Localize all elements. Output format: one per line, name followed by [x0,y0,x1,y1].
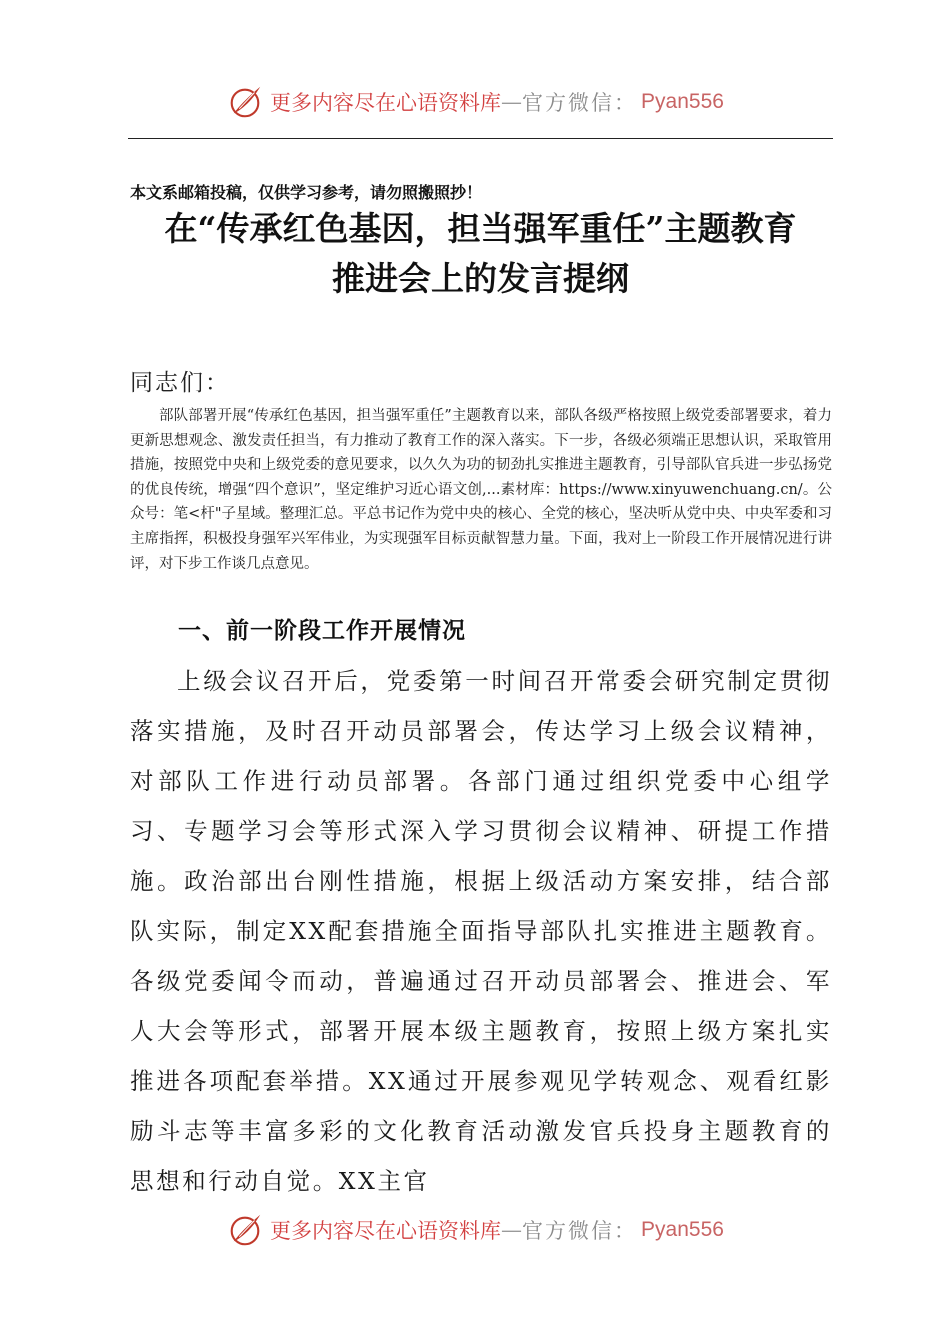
disclaimer: 本文系邮箱投稿，仅供学习参考，请勿照搬照抄！ [130,183,483,202]
banner-dash: — [501,90,523,114]
banner-wechat-label: 官方微信： [522,91,638,115]
section-heading-1: 一、前一阶段工作开展情况 [178,618,466,644]
greeting: 同志们： [130,370,230,396]
title-line-1: 在“传承红色基因，担当强军重任”主题教育 [164,209,797,248]
banner-main-text: 更多内容尽在心语资料库 [270,91,502,115]
header-banner [0,82,950,122]
footer-banner [0,1210,950,1250]
title-line-2: 推进会上的发言提纲 [332,259,629,298]
banner-wechat-id: Pyan556 [641,1218,724,1241]
banner-main-text: 更多内容尽在心语资料库 [270,1219,502,1243]
quill-circle-logo-icon [226,83,264,121]
banner-wechat-id: Pyan556 [641,90,724,113]
banner-wechat-label: 官方微信： [522,1219,638,1243]
banner-dash: — [501,1218,523,1242]
intro-paragraph: 部队部署开展“传承红色基因，担当强军重任”主题教育以来，部队各级严格按照上级党委部署要求，着力更新思想观念、激发责任担当，有力推动了教育工作的深入落实。下一步，各级必须端正思想认识，采取管用措施，按照党中央和上级党委的意见要求，以久久为功的韧劲扎实推进主题教育，引导部队官兵进一步弘扬党的优良传统，增强“四个意识”，坚定维护习近心语文创,...素材库：https://www.xinyuwenchuang.cn/。公众号：笔<杆"子星域。整理汇总。平总书记作为党中央的核心、全党的核心，坚决听从党中央、中央军委和习主席指挥，积极投身强军兴军伟业，为实现强军目标贡献智慧力量。下面，我对上一阶段工作开展情况进行讲评，对下步工作谈几点意见。 [130,408,832,572]
quill-circle-logo-icon [226,1211,264,1249]
document-title [128,204,833,304]
header-divider [128,138,833,139]
section-1-body: 上级会议召开后，党委第一时间召开常委会研究制定贯彻落实措施，及时召开动员部署会，传达学习上级会议精神，对部队工作进行动员部署。各部门通过组织党委中心组学习、专题学习会等形式深入学习贯彻会议精神、研提工作措施。政治部出台刚性措施，根据上级活动方案安排，结合部队实际，制定XX配套措施全面指导部队扎实推进主题教育。各级党委闻令而动，普遍通过召开动员部署会、推进会、军人大会等形式，部署开展本级主题教育，按照上级方案扎实推进各项配套举措。XX通过开展参观见学转观念、观看红影励斗志等丰富多彩的文化教育活动激发官兵投身主题教育的思想和行动自觉。XX主官 [130,667,832,1195]
